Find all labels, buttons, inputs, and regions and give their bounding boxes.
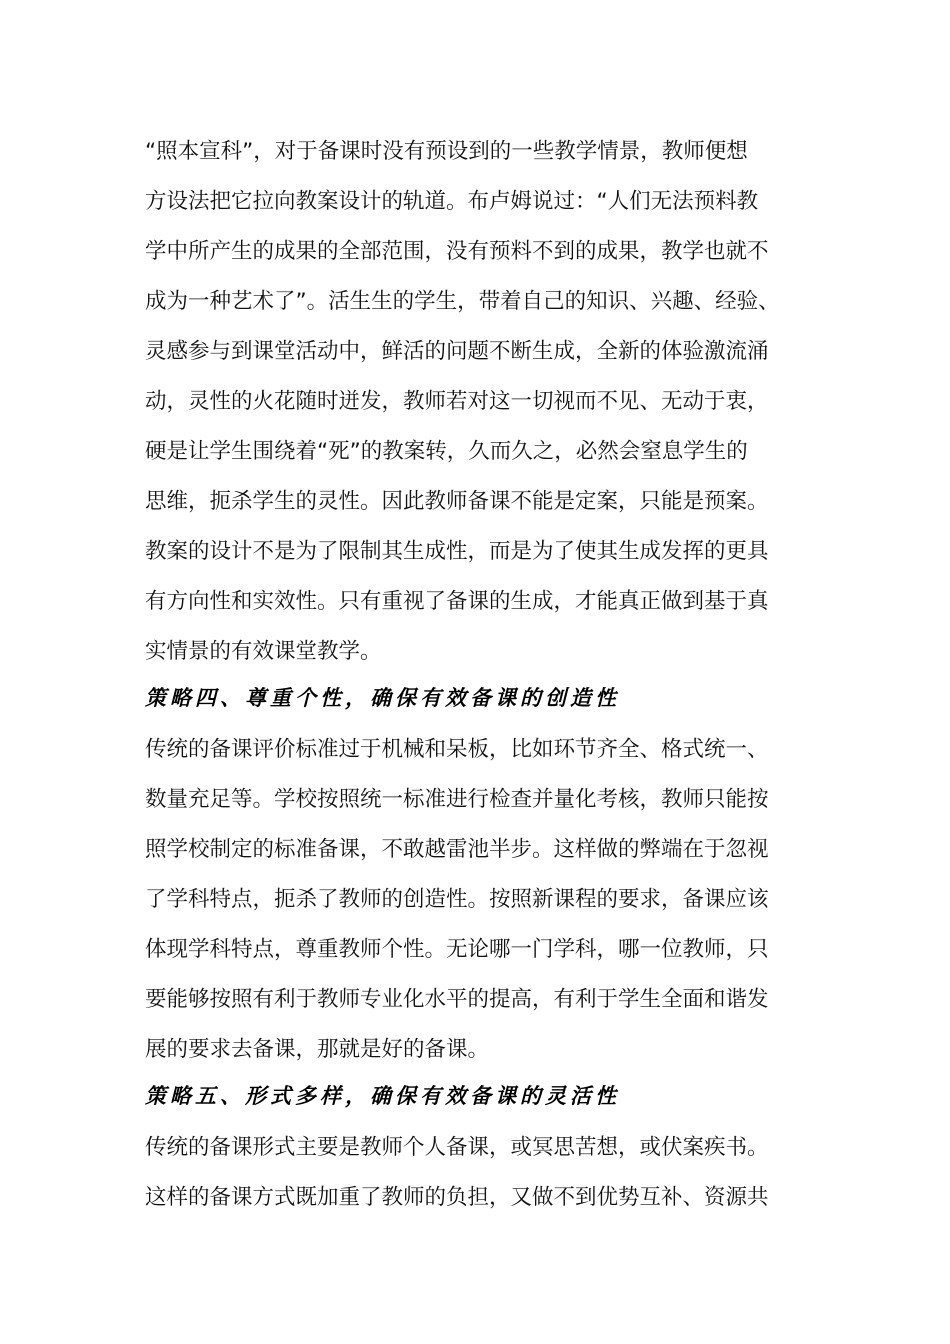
paragraph-line: 要能够按照有利于教师专业化水平的提高，有利于学生全面和谐发 [145, 987, 769, 1012]
paragraph-line: 动，灵性的火花随时迸发，教师若对这一切视而不见、无动于衷， [145, 389, 769, 414]
paragraph-line: 有方向性和实效性。只有重视了备课的生成，才能真正做到基于真 [145, 589, 769, 614]
paragraph-line: 这样的备课方式既加重了教师的负担，又做不到优势互补、资源共 [145, 1185, 769, 1210]
paragraph-line: 体现学科特点，尊重教师个性。无论哪一门学科，哪一位教师，只 [145, 937, 769, 962]
paragraph-line: 实情景的有效课堂教学。 [145, 639, 382, 664]
paragraph-line: 教案的设计不是为了限制其生成性，而是为了使其生成发挥的更具 [145, 539, 769, 564]
paragraph-line: 传统的备课评价标准过于机械和呆板，比如环节齐全、格式统一、 [145, 737, 769, 762]
paragraph-line: 硬是让学生围绕着“死”的教案转，久而久之，必然会窒息学生的 [145, 439, 748, 464]
paragraph-line: 数量充足等。学校按照统一标准进行检查并量化考核，教师只能按 [145, 787, 769, 812]
paragraph-line: 传统的备课形式主要是教师个人备课，或冥思苦想，或伏案疾书。 [145, 1135, 769, 1160]
paragraph-line: 成为一种艺术了”。活生生的学生，带着自己的知识、兴趣、经验、 [145, 289, 780, 314]
paragraph-line: 了学科特点，扼杀了教师的创造性。按照新课程的要求，备课应该 [145, 887, 769, 912]
paragraph-line: “照本宣科”，对于备课时没有预设到的一些教学情景，教师便想 [145, 139, 748, 164]
section-heading: 策略四、尊重个性，确保有效备课的创造性 [145, 685, 620, 710]
section-heading: 策略五、形式多样，确保有效备课的灵活性 [145, 1083, 620, 1108]
paragraph-line: 方设法把它拉向教案设计的轨道。布卢姆说过：“人们无法预料教 [145, 189, 759, 214]
paragraph-line: 展的要求去备课，那就是好的备课。 [145, 1037, 490, 1062]
paragraph-line: 学中所产生的成果的全部范围，没有预料不到的成果，教学也就不 [145, 239, 769, 264]
paragraph-line: 灵感参与到课堂活动中，鲜活的问题不断生成，全新的体验激流涌 [145, 339, 769, 364]
paragraph-line: 照学校制定的标准备课，不敢越雷池半步。这样做的弊端在于忽视 [145, 837, 769, 862]
paragraph-line: 思维，扼杀学生的灵性。因此教师备课不能是定案，只能是预案。 [145, 489, 769, 514]
